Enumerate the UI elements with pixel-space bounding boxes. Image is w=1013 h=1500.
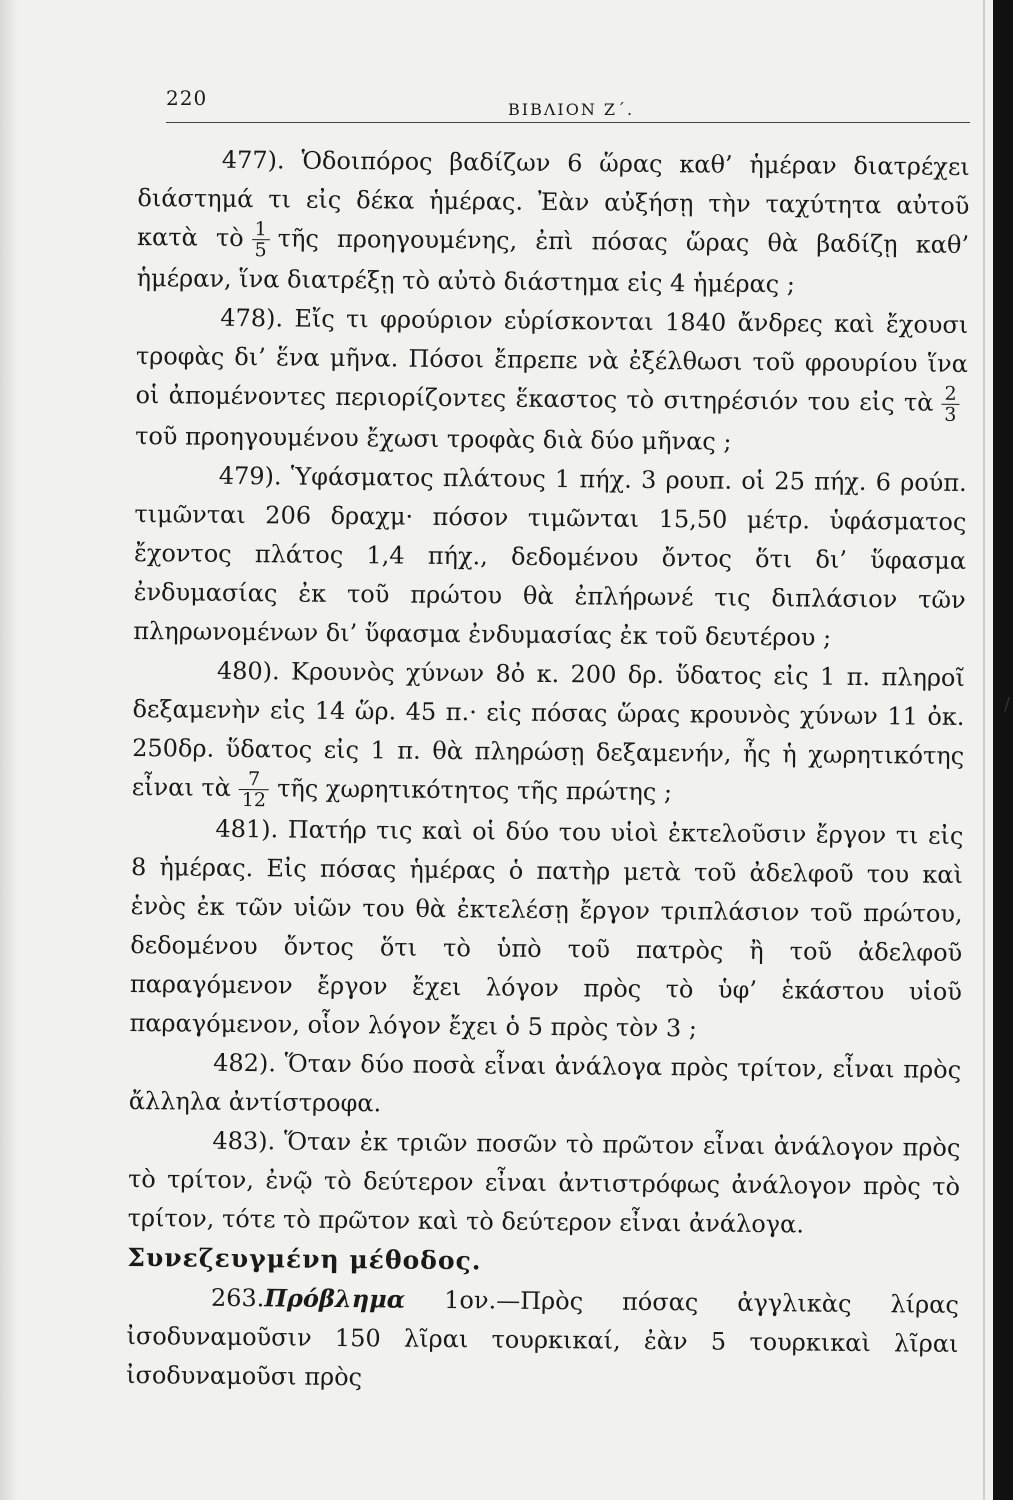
fraction-one-fifth [251, 219, 269, 260]
problem-477 [136, 140, 969, 306]
theorem-482-text: 482). Ὅταν δύο ποσὰ εἶναι ἀνάλογα πρὸς τρίτον, εἶναι πρὸς ἄλληλα ἀντίστροφα. [128, 1048, 962, 1118]
problem-263 [126, 1277, 959, 1403]
fraction-denominator: 12 [239, 789, 269, 810]
binding-edge [993, 0, 1013, 1500]
fraction-denominator: 3 [941, 404, 959, 425]
problem-477-lead: 477). Ὁδοιπόρος βαδίζων 6 ὥρας καθ’ ἡμέραν διατρέχει διάστημά τι εἰς δέκα ἡμέρας. Ἐὰν αὐξήσῃ τὴν ταχύτητα αὐτοῦ κατὰ τὸ [136, 145, 970, 253]
fraction-numerator: 1 [254, 218, 267, 241]
running-head: ΒΙΒΛΙΟΝ Ζ΄. [508, 100, 635, 119]
theorem-483-text: 483). Ὅταν ἐκ τριῶν ποσῶν τὸ πρῶτον εἶναι ἀνάλογον πρὸς τὸ τρίτον, ἐνῷ τὸ δεύτερον εἶναι ἀντιστρόφως ἀνάλογον πρὸς τὸ τρίτον, τότε τὸ πρῶτον καὶ τὸ δεύτερον εἶναι ἀνάλογα. [127, 1126, 961, 1239]
problem-480-lead: 480). Κρουνὸς χύνων 8ὀ κ. 200 δρ. ὕδατος εἰς 1 π. πληροῖ δεξαμενὴν εἰς 14 ὥρ. 45 π.· εἰς πόσας ὥρας κρουνὸς χύνων 11 ὀκ. 250δρ. ὕδατος εἰς 1 π. θὰ πληρώσῃ δεξαμενήν, ἧς ἡ χωρητικότης εἶναι τὰ [131, 656, 966, 802]
problem-478-tail: τοῦ προηγουμένου ἔχωσι τροφὰς διὰ δύο μῆνας ; [135, 421, 732, 456]
fraction-numerator: 2 [944, 382, 957, 405]
binding-line [983, 0, 985, 1500]
theorem-482 [129, 1043, 962, 1129]
theorem-483 [127, 1121, 960, 1246]
problem-480 [132, 651, 965, 817]
problem-481-text: 481). Πατήρ τις καὶ οἱ δύο του υἱοὶ ἐκτελοῦσιν ἔργον τι εἰς 8 ἡμέρας. Εἰς πόσας ἡμέρας ὁ πατὴρ μετὰ τοῦ ἀδελφοῦ του καὶ ἑνὸς ἐκ τῶν υἱῶν του θὰ ἐκτελέσῃ ἔργον τριπλάσιον τοῦ πρώτου, δεδομένου ὄντος ὅτι τὸ ὑπὸ τοῦ πατρὸς ἢ τοῦ ἀδελφοῦ παραγόμενον ἔργον ἔχει λόγον πρὸς τὸ ὑφ’ ἑκάστου υἱοῦ παραγόμενον, οἷον λόγον ἔχει ὁ 5 πρὸς τὸν 3 ; [129, 814, 964, 1043]
page-number: 220 [166, 86, 208, 110]
section-heading: Συνεζευγμένη μέθοδος. [127, 1242, 482, 1276]
fraction-two-thirds [941, 384, 959, 425]
page-left-shadow [0, 0, 18, 1500]
problem-481 [129, 809, 963, 1051]
header-rule [166, 122, 970, 123]
problem-263-number: 263. [210, 1283, 265, 1313]
problem-263-label: Πρόβλημα [264, 1283, 406, 1314]
problem-479 [133, 456, 967, 659]
problem-479-text: 479). Ὑφάσματος πλάτους 1 πήχ. 3 ρουπ. οἱ 25 πήχ. 6 ρούπ. τιμῶνται 206 δραχμ· πόσον τιμῶνται 15,50 μέτρ. ὑφάσματος ἔχοντος πλάτος 1,4 πήχ., δεδομένου ὄντος ὅτι δι’ ὕφασμα ἐνδυμασίας ἐκ τοῦ πρώτου θὰ ἐπλήρωνέ τις διπλάσιον τῶν πληρωνομένων δι’ ὕφασμα ἐνδυμασίας ἐκ τοῦ δευτέρου ; [133, 461, 967, 652]
fraction-numerator: 7 [247, 768, 261, 791]
fraction-denominator: 5 [251, 239, 269, 260]
problem-480-tail: τῆς χωρητικότητος τῆς πρώτης ; [277, 774, 673, 807]
problem-478-lead: 478). Εἴς τι φρούριον εὑρίσκονται 1840 ἄνδρες καὶ ἔχουσι τροφὰς δι’ ἕνα μῆνα. Πόσοι ἔπρεπε νὰ ἐξέλθωσι τοῦ φρουρίου ἵνα οἱ ἀπομένοντες περιορίζοντες ἕκαστος τὸ σιτηρέσιόν του εἰς τὰ [135, 303, 969, 417]
margin-pencil-mark: / [1004, 694, 1011, 715]
page-body [126, 140, 970, 1403]
fraction-seven-twelfths [239, 769, 270, 810]
problem-263-text: 1ον.—Πρὸς πόσας ἀγγλικὰς λίρας ἰσοδυναμοῦσιν 150 λῖραι τουρκικαί, ἐὰν 5 τουρκικαὶ λῖραι ἰσοδυναμοῦσι πρὸς [126, 1285, 959, 1392]
problem-477-tail: τῆς προηγουμένης, ἐπὶ πόσας ὥρας θὰ βαδίζῃ καθ’ ἡμέραν, ἵνα διατρέξῃ τὸ αὐτὸ διάστημα εἰς 4 ἡμέρας ; [136, 224, 970, 299]
problem-478 [135, 298, 968, 464]
